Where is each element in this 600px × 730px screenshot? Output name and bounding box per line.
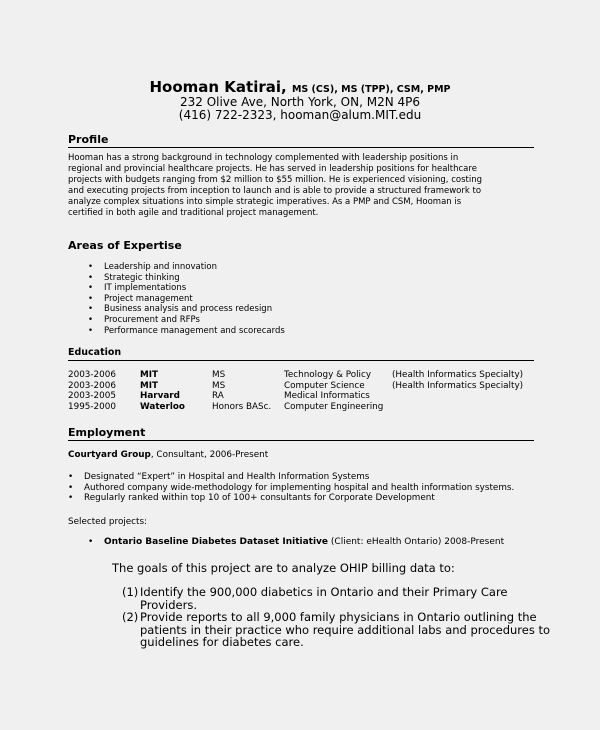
profile-text: [68, 153, 534, 219]
goal-text: [140, 586, 508, 611]
edu-degree: Honors BASc.: [212, 401, 272, 412]
edu-field: Medical Informatics: [284, 391, 370, 401]
profile-line: analyze complex situations into simple strategic imperatives. As a PMP and CSM, Hooman is: [68, 197, 462, 207]
goal-number: (1): [122, 585, 139, 599]
list-item: • Procurement and RFPs: [88, 315, 285, 326]
edu-school: Waterloo: [140, 401, 185, 412]
edu-school: MIT: [140, 370, 159, 380]
goal-line: guidelines for diabetes care.: [140, 635, 304, 649]
project-goal: The goals of this project are to analyze OHIP billing data to:: [112, 561, 455, 575]
section-divider: [68, 440, 534, 441]
edu-degree: MS: [212, 370, 226, 380]
edu-degree: RA: [212, 391, 224, 401]
list-item: • Authored company wide-methodology for implementing hospital and health information systems.: [68, 483, 514, 494]
section-title-employment: Employment: [68, 426, 146, 439]
goal-line: Providers.: [140, 597, 197, 612]
goal-number: (2): [122, 610, 139, 624]
goal-text: [140, 611, 550, 649]
credentials: MS (CS), MS (TPP), CSM, PMP: [291, 84, 451, 95]
edu-degree: MS: [212, 380, 226, 391]
edu-school: MIT: [140, 380, 159, 391]
selected-projects-label: Selected projects:: [68, 517, 148, 527]
section-divider: [68, 360, 534, 361]
profile-line: Hooman has a strong background in technology complemented with leadership positions in: [68, 153, 459, 163]
list-item: • Performance management and scorecards: [88, 326, 285, 337]
project-name: Ontario Baseline Diabetes Dataset Initiative: [104, 537, 329, 547]
list-item: • Project management: [88, 294, 285, 305]
full-name: Hooman Katirai,: [149, 78, 287, 96]
edu-field: Technology & Policy: [284, 370, 372, 380]
employer-name: Courtyard Group: [68, 450, 151, 460]
project-client: (Client: eHealth Ontario) 2008-Present: [328, 537, 505, 547]
edu-note: (Health Informatics Specialty): [392, 370, 524, 380]
edu-years: 2003-2005: [68, 391, 116, 401]
profile-line: certified in both agile and traditional project management.: [68, 208, 319, 218]
list-item: • Designated “Expert” in Hospital and Health Information Systems: [68, 472, 514, 483]
edu-years: 2003-2006: [68, 380, 116, 391]
name-heading: [0, 78, 600, 96]
list-item: • Business analysis and process redesign: [88, 304, 285, 315]
employer-line: [68, 450, 268, 460]
profile-line: projects with budgets ranging from $2 million to $55 million. He is experienced visioning, costing: [68, 175, 482, 185]
edu-field: Computer Engineering: [284, 401, 384, 412]
edu-field: Computer Science: [284, 380, 365, 391]
edu-note: (Health Informatics Specialty): [392, 380, 524, 391]
profile-line: regional and provincial healthcare projects. He has served in leadership positions for healthcare: [68, 164, 477, 174]
section-title-education: Education: [68, 347, 122, 358]
contact-info: (416) 722-2323, hooman@alum.MIT.edu: [178, 108, 422, 122]
edu-school: Harvard: [140, 391, 180, 401]
goal-line: Identify the 900,000 diabetics in Ontario and their Primary Care: [140, 585, 508, 599]
list-item: • Strategic thinking: [88, 273, 285, 284]
bullet-icon: •: [88, 537, 94, 547]
list-item: • IT implementations: [88, 283, 285, 294]
section-title-expertise: Areas of Expertise: [68, 239, 182, 252]
profile-line: and executing projects from inception to launch and is able to provide a structured framework to: [68, 186, 482, 196]
employer-role: , Consultant, 2006-Present: [150, 450, 269, 460]
list-item: • Leadership and innovation: [88, 262, 285, 273]
goal-line: Provide reports to all 9,000 family physicians in Ontario outlining the: [140, 610, 537, 624]
goal-line: patients in their practice who require additional labs and procedures to: [140, 622, 551, 637]
expertise-list: [88, 262, 285, 336]
section-title-profile: Profile: [68, 133, 109, 146]
edu-years: 2003-2006: [68, 370, 116, 380]
list-item: • Regularly ranked within top 10 of 100+ consultants for Corporate Development: [68, 493, 514, 504]
edu-years: 1995-2000: [68, 401, 116, 412]
section-divider: [68, 147, 534, 148]
employment-bullets: [68, 472, 514, 504]
address: 232 Olive Ave, North York, ON, M2N 4P6: [179, 95, 421, 109]
